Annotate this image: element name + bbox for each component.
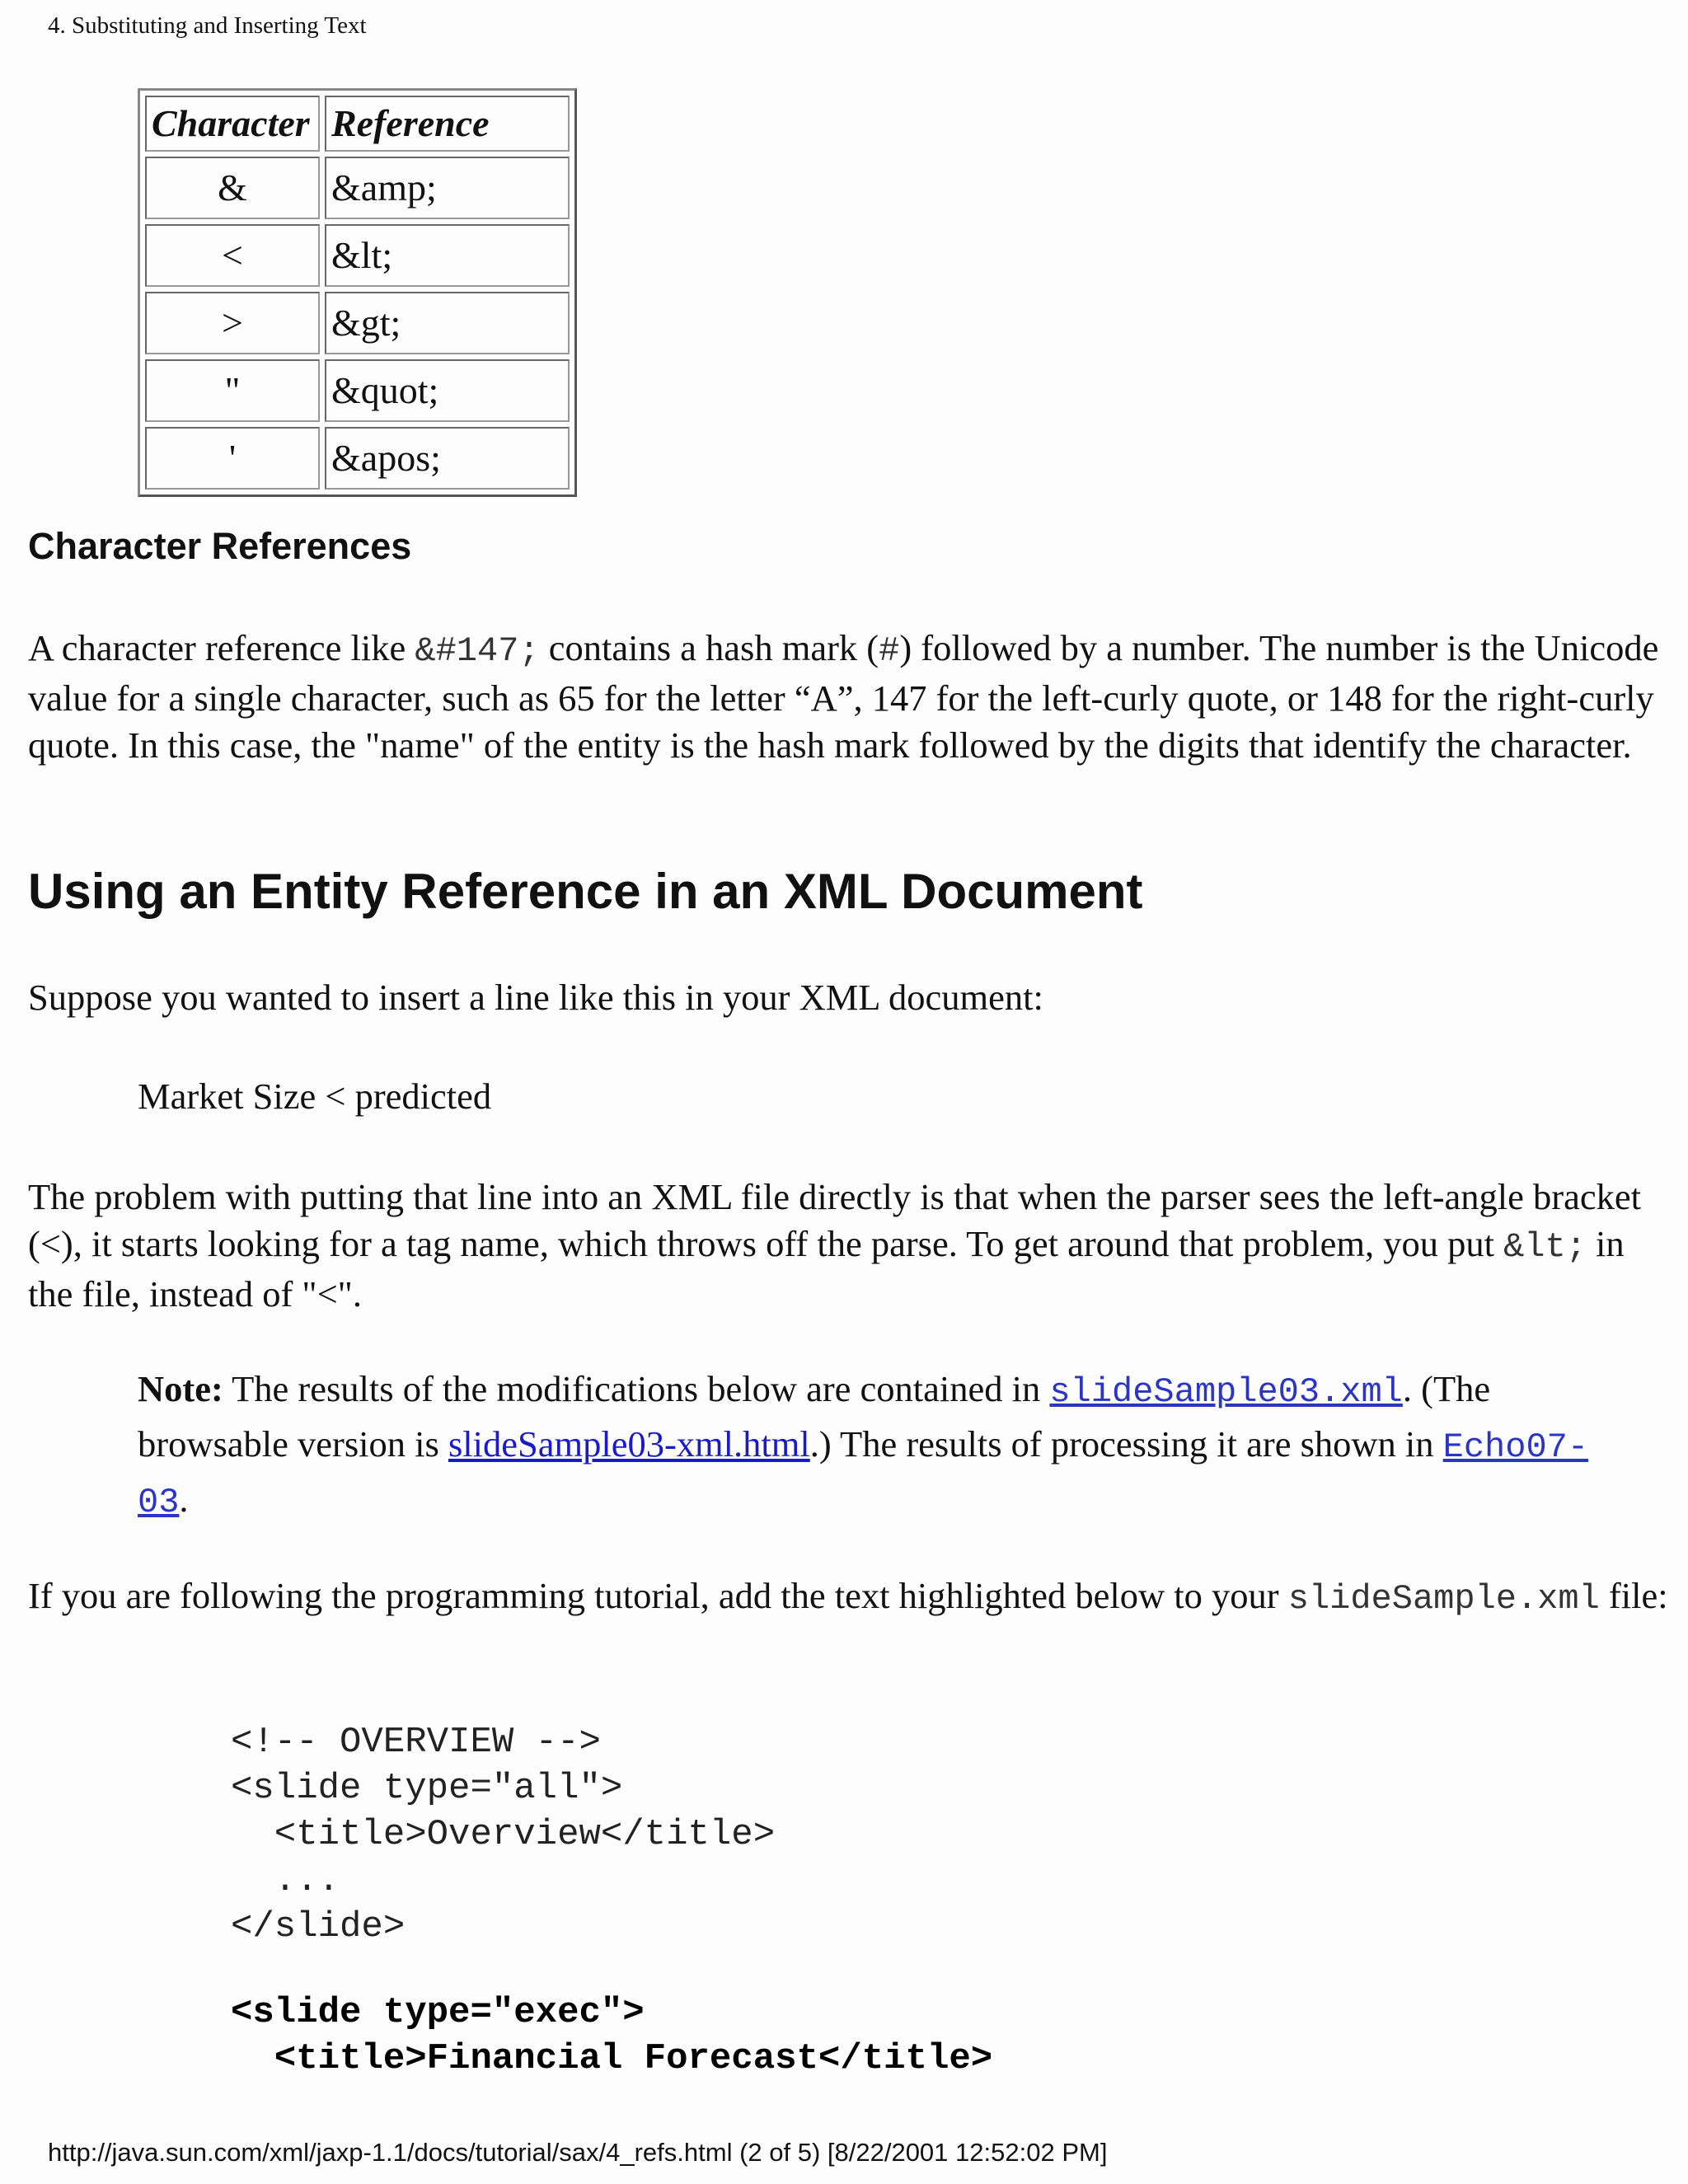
text-run: . bbox=[179, 1479, 189, 1520]
text-run: file: bbox=[1599, 1575, 1668, 1616]
intro-paragraph: Suppose you wanted to insert a line like this in your XML document: bbox=[28, 977, 1043, 1018]
reference-cell: &gt; bbox=[325, 292, 570, 354]
echo07-03-link[interactable]: Echo07-03 bbox=[138, 1427, 1589, 1522]
text-run: A character reference like bbox=[28, 627, 415, 668]
character-cell: & bbox=[145, 157, 320, 219]
inline-code: &lt; bbox=[1503, 1227, 1587, 1267]
problem-paragraph bbox=[28, 1174, 1668, 1318]
text-run: contains a hash mark ( bbox=[539, 627, 879, 668]
text-run: The problem with putting that line into an XML file directly is that when the parser sees the left-angle bracket (<), it starts looking for a tag name, which throws off the parse. To get around that problem, you put bbox=[28, 1176, 1641, 1264]
table-row bbox=[145, 427, 570, 490]
text-run: If you are following the programming tutorial, add the text highlighted below to your bbox=[28, 1575, 1288, 1616]
character-references-heading: Character References bbox=[28, 525, 412, 567]
highlighted-code-line: <title>Financial Forecast</title> bbox=[231, 2038, 993, 2079]
reference-cell: &lt; bbox=[325, 224, 570, 287]
character-reference-table bbox=[138, 88, 577, 497]
text-run: The results of the modifications below are contained in bbox=[223, 1368, 1050, 1409]
note-block bbox=[138, 1363, 1621, 1529]
inline-code: &#147; bbox=[415, 631, 540, 671]
reference-cell: &quot; bbox=[325, 359, 570, 422]
slidesample03-xml-html-link[interactable]: slideSample03-xml.html bbox=[448, 1423, 810, 1465]
inline-code: # bbox=[879, 631, 900, 671]
character-cell: < bbox=[145, 224, 320, 287]
running-header: 4. Substituting and Inserting Text bbox=[48, 12, 367, 39]
code-line: <title>Overview</title> bbox=[231, 1814, 776, 1855]
follow-paragraph bbox=[28, 1572, 1668, 1623]
inline-code: slideSample.xml bbox=[1287, 1579, 1600, 1619]
note-label: Note: bbox=[138, 1368, 223, 1409]
column-header-character: Character bbox=[145, 96, 320, 152]
code-line: <slide type="all"> bbox=[231, 1768, 623, 1809]
character-cell: > bbox=[145, 292, 320, 354]
running-footer: http://java.sun.com/xml/jaxp-1.1/docs/tutorial/sax/4_refs.html (2 of 5) [8/22/2001 12:52:02 PM] bbox=[48, 2138, 1108, 2167]
table-row bbox=[145, 359, 570, 422]
highlighted-code-line: <slide type="exec"> bbox=[231, 1992, 645, 2033]
column-header-reference: Reference bbox=[325, 96, 570, 152]
text-run: .) The results of processing it are shown in bbox=[809, 1423, 1443, 1465]
table-header-row bbox=[145, 96, 570, 152]
example-line: Market Size < predicted bbox=[138, 1076, 492, 1117]
text-run: ) followed by a number. The number is the Unicode value for a single character, such as 65 for the letter “A”, 147 for the left-curly quote, or 148 for the right-curly quote. In this case, the "name" of the entity is the hash mark followed by the digits that identify the character. bbox=[28, 627, 1659, 766]
text-run: in the file, instead of "<". bbox=[28, 1223, 1625, 1315]
slidesample03-xml-link[interactable]: slideSample03.xml bbox=[1049, 1372, 1403, 1412]
text-run: . (The browsable version is bbox=[138, 1368, 1491, 1465]
code-line: <!-- OVERVIEW --> bbox=[231, 1722, 601, 1763]
character-cell: ' bbox=[145, 427, 320, 490]
reference-cell: &amp; bbox=[325, 157, 570, 219]
character-reference-paragraph bbox=[28, 625, 1668, 769]
entity-reference-heading: Using an Entity Reference in an XML Document bbox=[28, 864, 1143, 919]
reference-cell: &apos; bbox=[325, 427, 570, 490]
table-row bbox=[145, 292, 570, 354]
code-line: ... bbox=[231, 1860, 340, 1901]
character-cell: " bbox=[145, 359, 320, 422]
code-line: </slide> bbox=[231, 1906, 406, 1947]
table-row bbox=[145, 157, 570, 219]
table-row bbox=[145, 224, 570, 287]
